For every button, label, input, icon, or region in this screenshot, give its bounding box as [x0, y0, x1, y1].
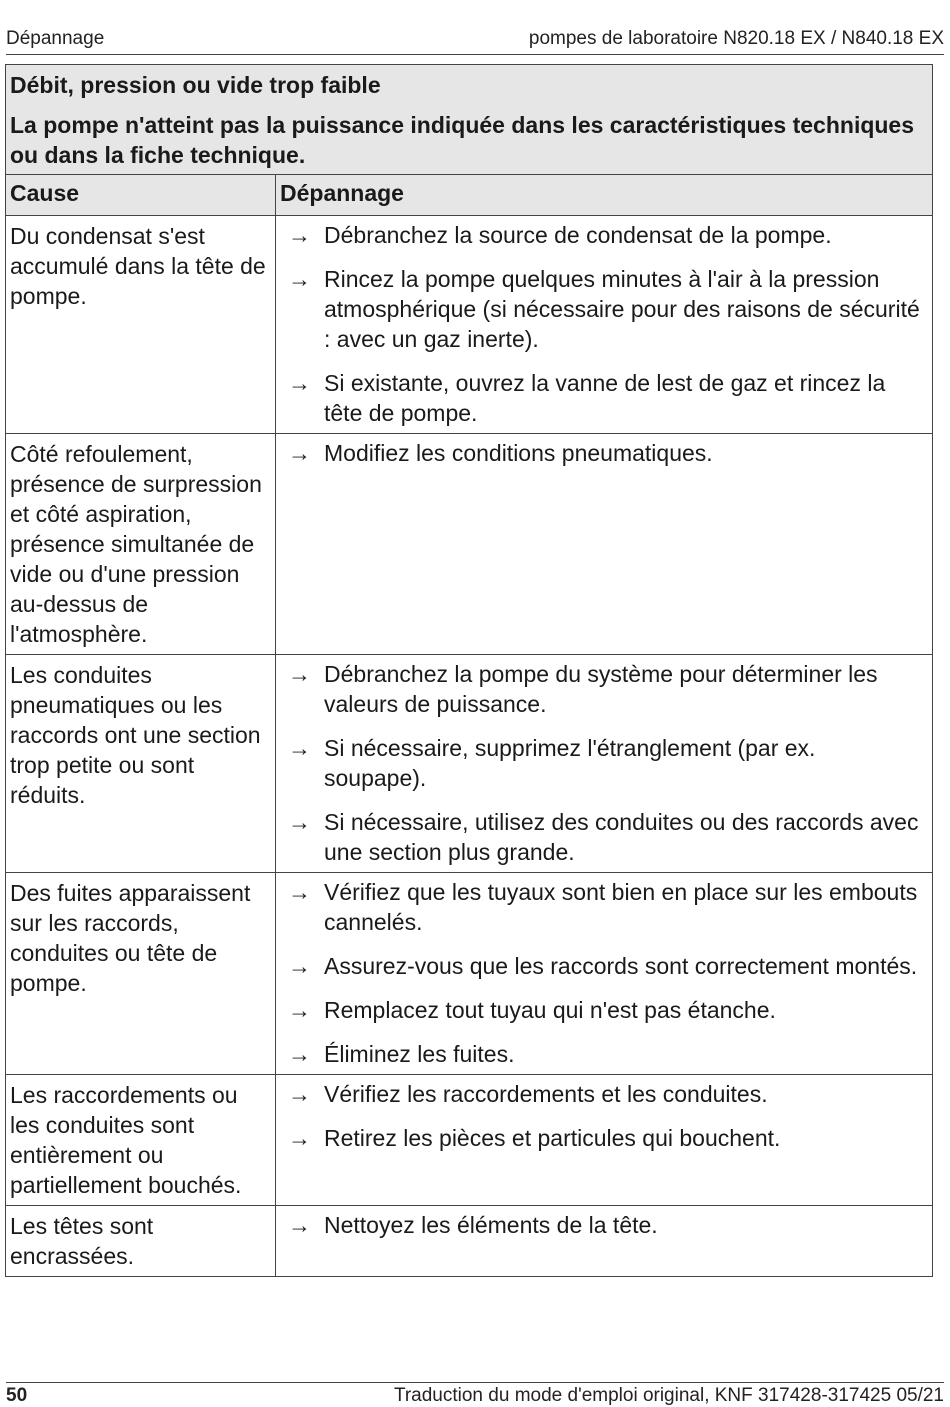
fix-step-text: Rincez la pompe quelques minutes à l'air à la pression atmosphérique (si nécessaire pour des raisons de sécurité : avec un gaz inerte).	[324, 266, 920, 352]
fix-step-text: Débranchez la pompe du système pour déterminer les valeurs de puissance.	[324, 661, 878, 717]
table-row	[6, 1075, 933, 1206]
table-row	[6, 873, 933, 1075]
fix-cell	[276, 1206, 933, 1277]
fix-step-text: Vérifiez que les tuyaux sont bien en place sur les embouts cannelés.	[324, 879, 918, 935]
table-row	[6, 434, 933, 655]
section-title: Dépannage	[6, 28, 105, 49]
fix-step-text: Éliminez les fuites.	[324, 1041, 515, 1067]
arrow-right-icon: →	[288, 1212, 311, 1238]
table-subtitle: La pompe n'atteint pas la puissance indiquée dans les caractéristiques techniques ou dans la fiche technique.	[10, 112, 915, 168]
arrow-right-icon: →	[288, 879, 311, 905]
table-row	[6, 216, 933, 434]
fix-step	[288, 1123, 924, 1153]
fix-step	[288, 1039, 924, 1069]
fix-step-text: Si existante, ouvrez la vanne de lest de gaz et rincez la tête de pompe.	[324, 370, 886, 426]
fix-step-text: Si nécessaire, supprimez l'étranglement (par ex. soupape).	[324, 735, 816, 791]
cause-cell: Des fuites apparaissent sur les raccords, conduites ou tête de pompe.	[6, 873, 276, 1075]
fix-step-text: Retirez les pièces et particules qui bouchent.	[324, 1125, 781, 1151]
arrow-right-icon: →	[288, 1041, 311, 1067]
cause-cell: Côté refoulement, présence de surpression et côté aspiration, présence simultanée de vide ou d'une pression au-dessus de l'atmosphère.	[6, 434, 276, 655]
fix-step-text: Modifiez les conditions pneumatiques.	[324, 440, 713, 466]
arrow-right-icon: →	[288, 222, 311, 248]
fix-cell	[276, 873, 933, 1075]
table-row	[6, 655, 933, 873]
arrow-right-icon: →	[288, 997, 311, 1023]
fix-cell	[276, 1075, 933, 1206]
fix-step-text: Nettoyez les éléments de la tête.	[324, 1212, 658, 1238]
arrow-right-icon: →	[288, 735, 311, 761]
product-title: pompes de laboratoire N820.18 EX / N840.18 EX	[528, 28, 944, 49]
arrow-right-icon: →	[288, 440, 311, 466]
running-footer	[6, 1382, 944, 1406]
table-banner	[6, 65, 933, 175]
fix-step-text: Débranchez la source de condensat de la pompe.	[324, 222, 832, 248]
arrow-right-icon: →	[288, 661, 311, 687]
fix-step	[288, 1210, 924, 1240]
arrow-right-icon: →	[288, 370, 311, 396]
cause-cell: Les raccordements ou les conduites sont entièrement ou partiellement bouchés.	[6, 1075, 276, 1206]
page-number: 50	[6, 1385, 28, 1406]
column-header-fix: Dépannage	[276, 175, 933, 216]
running-header	[6, 28, 944, 55]
arrow-right-icon: →	[288, 809, 311, 835]
fix-step	[288, 368, 924, 428]
cause-cell: Les têtes sont encrassées.	[6, 1206, 276, 1277]
troubleshooting-table	[5, 64, 933, 1277]
fix-step-text: Vérifiez les raccordements et les conduites.	[324, 1081, 768, 1107]
arrow-right-icon: →	[288, 1125, 311, 1151]
fix-step	[288, 807, 924, 867]
fix-step	[288, 220, 924, 250]
fix-step	[288, 438, 924, 468]
fix-step	[288, 877, 924, 937]
fix-cell	[276, 216, 933, 434]
arrow-right-icon: →	[288, 1081, 311, 1107]
fix-step	[288, 995, 924, 1025]
fix-step-text: Si nécessaire, utilisez des conduites ou des raccords avec une section plus grande.	[324, 809, 919, 865]
fix-step	[288, 1079, 924, 1109]
arrow-right-icon: →	[288, 953, 311, 979]
cause-cell: Les conduites pneumatiques ou les raccords ont une section trop petite ou sont réduits.	[6, 655, 276, 873]
table-body	[6, 216, 933, 1277]
fix-cell	[276, 655, 933, 873]
fix-step	[288, 733, 924, 793]
table-title: Débit, pression ou vide trop faible	[10, 72, 381, 98]
table-row	[6, 1206, 933, 1277]
fix-step-text: Remplacez tout tuyau qui n'est pas étanche.	[324, 997, 776, 1023]
document-reference: Traduction du mode d'emploi original, KNF 317428-317425 05/21	[393, 1385, 944, 1406]
fix-cell	[276, 434, 933, 655]
fix-step	[288, 264, 924, 354]
fix-step	[288, 951, 924, 981]
fix-step-text: Assurez-vous que les raccords sont correctement montés.	[324, 953, 918, 979]
column-header-cause: Cause	[6, 175, 276, 216]
fix-step	[288, 659, 924, 719]
arrow-right-icon: →	[288, 266, 311, 292]
cause-cell: Du condensat s'est accumulé dans la tête de pompe.	[6, 216, 276, 434]
